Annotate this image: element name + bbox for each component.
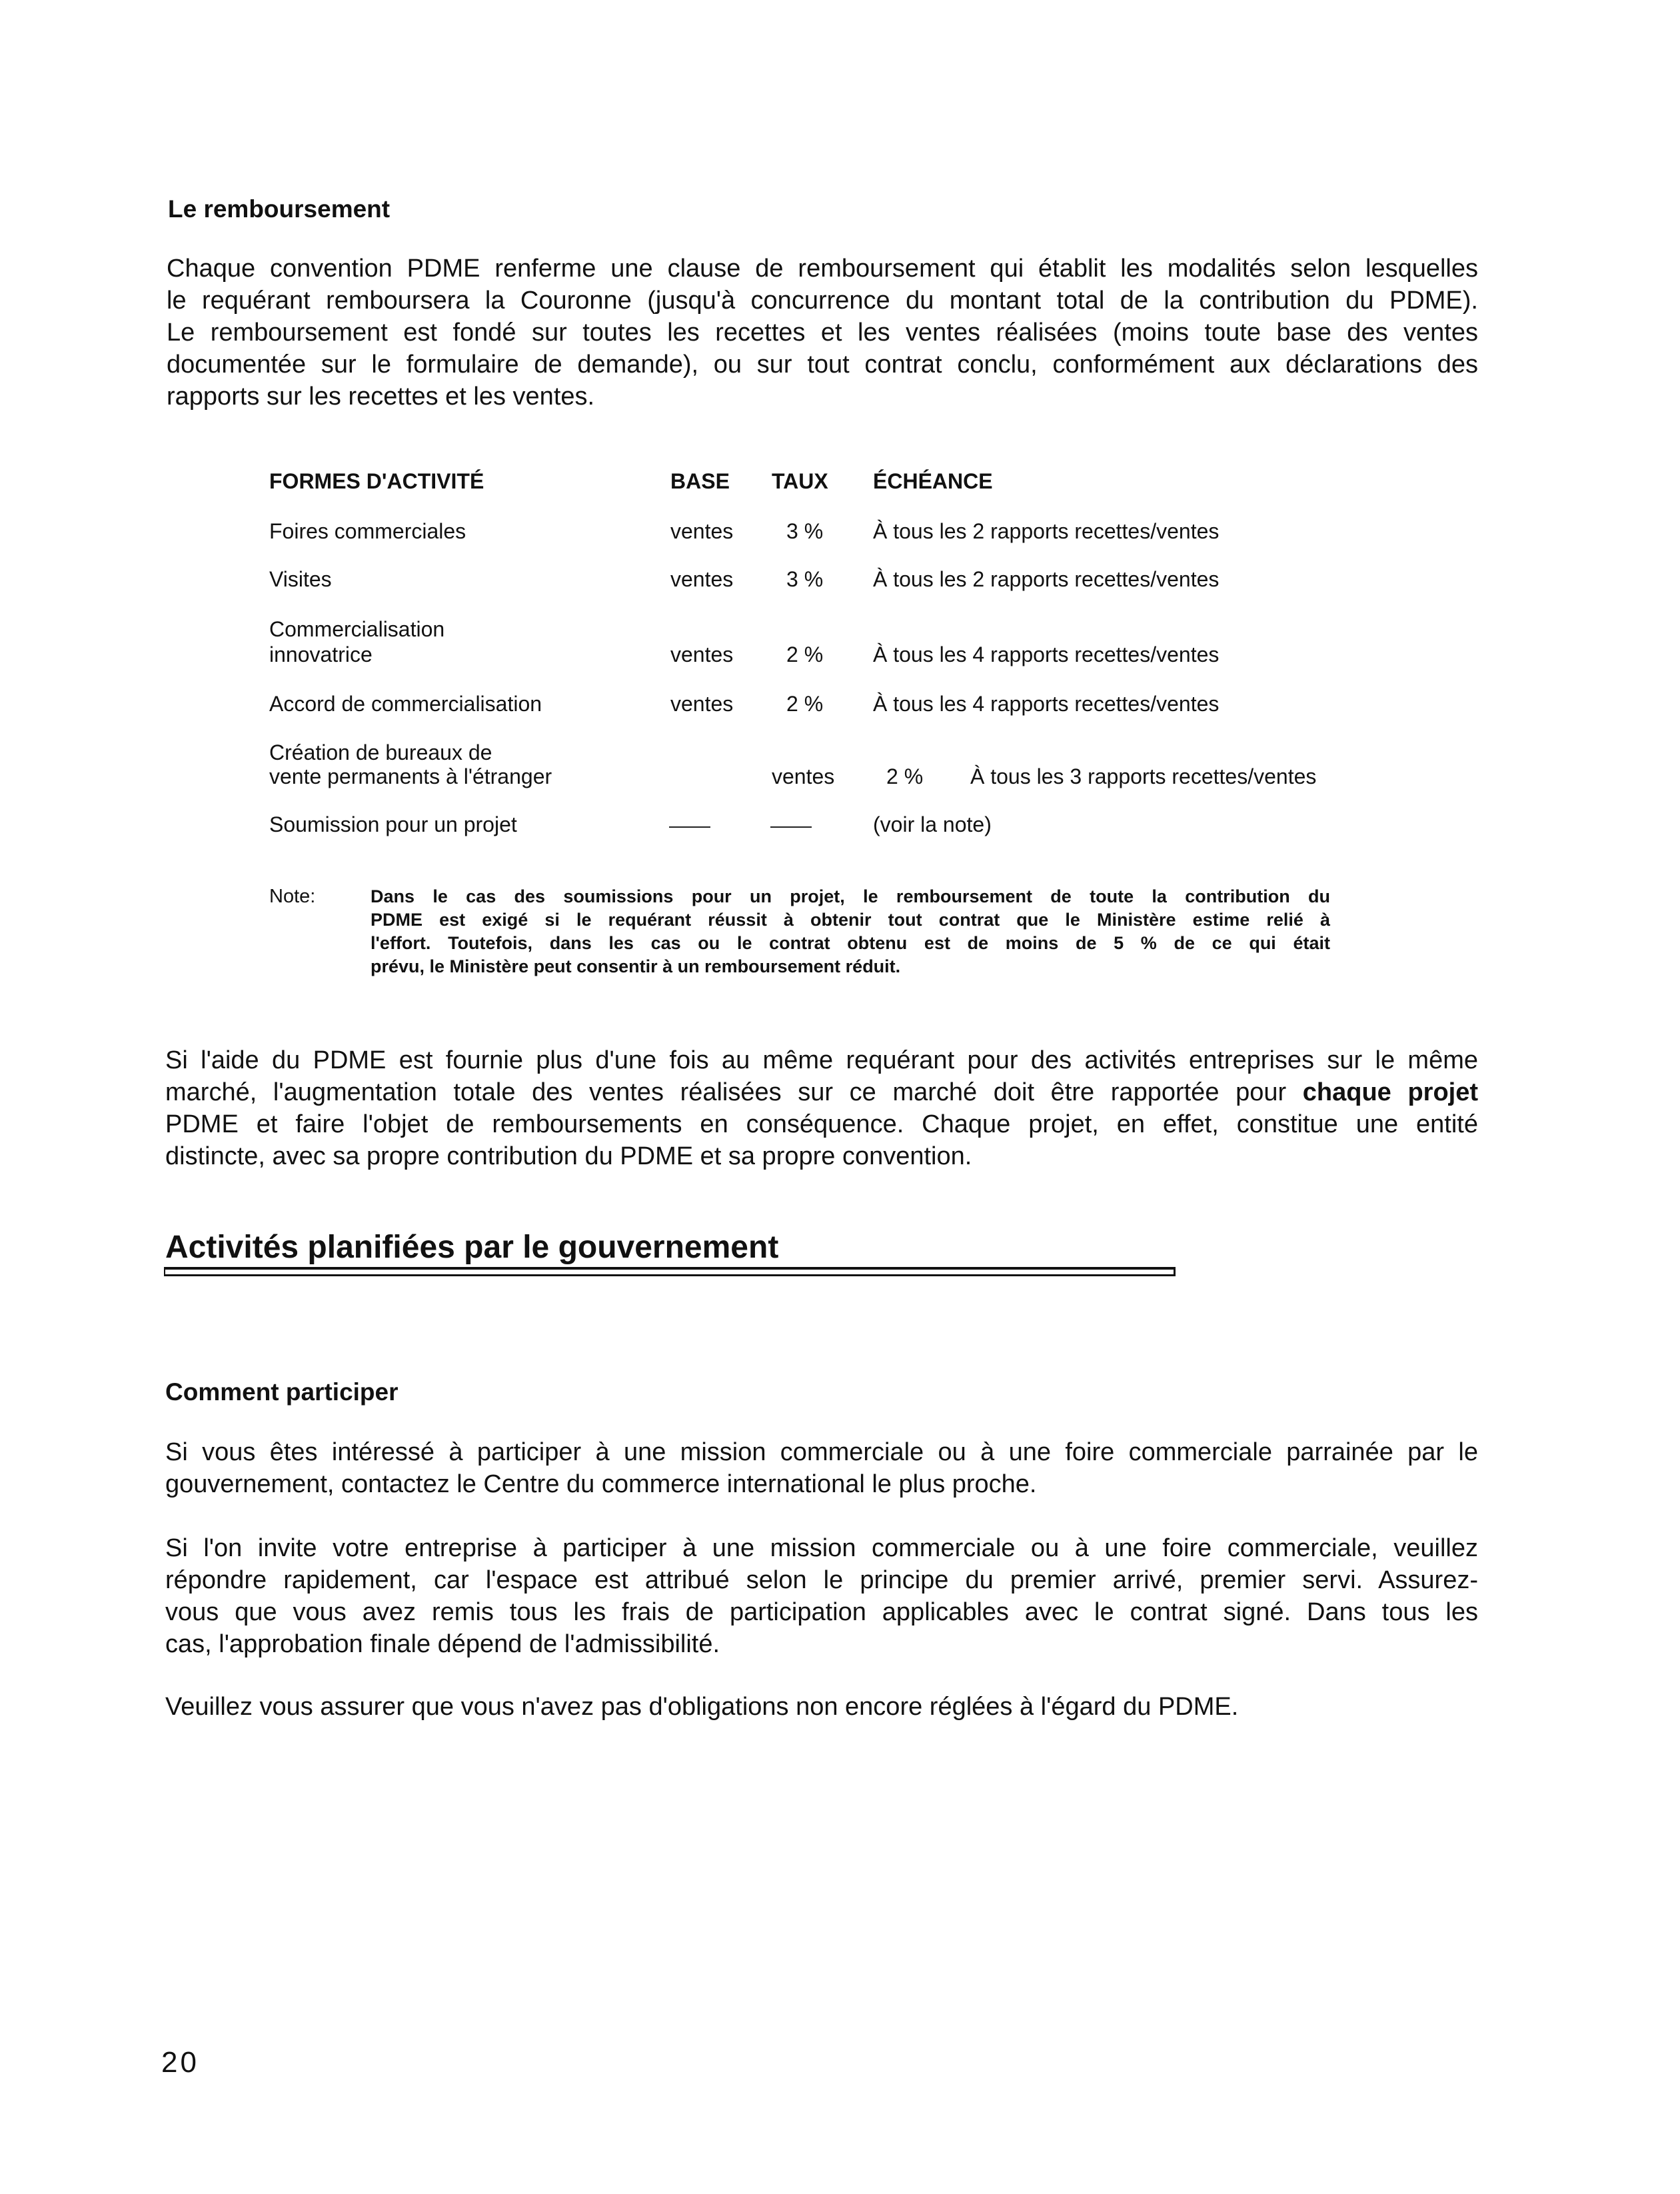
table-cell-base: ventes: [772, 764, 835, 788]
paragraph-line: Si l'on invite votre entreprise à participer à une mission commerciale ou à une foire commerciale, veuillez: [165, 1534, 1478, 1562]
table-header-rate: TAUX: [772, 469, 828, 493]
note-line: Dans le cas des soumissions pour un projet, le remboursement de toute la contribution du: [371, 886, 1330, 906]
table-cell-activity: innovatrice: [269, 642, 373, 666]
paragraph-line: Le remboursement est fondé sur toutes les recettes et les ventes réalisées (moins toute base des ventes: [167, 319, 1478, 347]
table-cell-rate: 3 %: [786, 567, 824, 591]
section-heading-reimbursement: Le remboursement: [168, 195, 391, 223]
table-header-activity: FORMES D'ACTIVITÉ: [269, 469, 484, 493]
section-heading-how-to-participate: Comment participer: [165, 1378, 399, 1406]
paragraph-line: Si l'aide du PDME est fournie plus d'une fois au même requérant pour des activités entreprises sur le même: [165, 1046, 1478, 1074]
participate-paragraph-1: [165, 1436, 1478, 1500]
paragraph-line: répondre rapidement, car l'espace est attribué selon le principe du premier arrivé, premier servi. Assurez-: [165, 1566, 1478, 1594]
table-cell-activity: Soumission pour un projet: [269, 812, 517, 836]
table-cell-activity: Création de bureaux de: [269, 740, 492, 764]
table-cell-rate: 3 %: [786, 519, 824, 543]
note-label: Note:: [269, 886, 316, 907]
table-cell-base: ventes: [670, 642, 734, 666]
bold-phrase: chaque projet: [1302, 1078, 1479, 1106]
multiple-projects-paragraph: [165, 1044, 1478, 1172]
section-title-rule: [164, 1267, 1176, 1276]
table-cell-base: ventes: [670, 519, 734, 543]
section-title-government: Activités planifiées par le gouvernement: [165, 1230, 779, 1265]
table-cell-activity: Foires commerciales: [269, 519, 466, 543]
table-cell-schedule: À tous les 4 rapports recettes/ventes: [873, 692, 1220, 716]
participate-paragraph-3: Veuillez vous assurer que vous n'avez pas d'obligations non encore réglées à l'égard du PDME.: [165, 1693, 1239, 1721]
paragraph-line: documentée sur le formulaire de demande), ou sur tout contrat conclu, conformément aux déclarations des: [167, 351, 1478, 379]
paragraph-line: Si vous êtes intéressé à participer à une mission commerciale ou à une foire commerciale parrainée par le: [165, 1438, 1478, 1466]
paragraph-line: vous que vous avez remis tous les frais de participation applicables avec le contrat signé. Dans tous les: [165, 1598, 1478, 1626]
table-cell-activity: Visites: [269, 567, 332, 591]
table-cell-schedule: À tous les 3 rapports recettes/ventes: [970, 764, 1317, 788]
table-header-schedule: ÉCHÉANCE: [873, 469, 993, 493]
paragraph-line: cas, l'approbation finale dépend de l'admissibilité.: [165, 1630, 720, 1658]
paragraph-line: rapports sur les recettes et les ventes.: [167, 383, 595, 411]
reimbursement-paragraph: [167, 253, 1478, 413]
table-cell-rate: 2 %: [786, 642, 824, 666]
table-cell-schedule: (voir la note): [873, 812, 992, 836]
note-line: prévu, le Ministère peut consentir à un remboursement réduit.: [371, 956, 901, 976]
table-cell-rate: 2 %: [786, 692, 824, 716]
table-cell-base: ventes: [670, 567, 734, 591]
empty-dash: [770, 826, 812, 828]
note-text: [371, 885, 1330, 978]
paragraph-line: gouvernement, contactez le Centre du commerce international le plus proche.: [165, 1470, 1037, 1498]
participate-paragraph-2: [165, 1532, 1478, 1660]
table-cell-activity: Commercialisation: [269, 617, 445, 641]
note-line: l'effort. Toutefois, dans les cas ou le contrat obtenu est de moins de 5 % de ce qui était: [371, 933, 1330, 953]
table-cell-rate: 2 %: [886, 764, 924, 788]
table-cell-activity: Accord de commercialisation: [269, 692, 542, 716]
paragraph-line: distincte, avec sa propre contribution du PDME et sa propre convention.: [165, 1142, 972, 1170]
table-cell-base: ventes: [670, 692, 734, 716]
table-cell-schedule: À tous les 2 rapports recettes/ventes: [873, 567, 1220, 591]
paragraph-line: le requérant remboursera la Couronne (jusqu'à concurrence du montant total de la contribution du PDME).: [167, 287, 1478, 315]
table-header-base: BASE: [670, 469, 730, 493]
table-cell-schedule: À tous les 4 rapports recettes/ventes: [873, 642, 1220, 666]
paragraph-line: marché, l'augmentation totale des ventes réalisées sur ce marché doit être rapportée pour chaque projet: [165, 1078, 1479, 1106]
paragraph-line: Chaque convention PDME renferme une clause de remboursement qui établit les modalités selon lesquelles: [167, 255, 1478, 283]
table-cell-activity: vente permanents à l'étranger: [269, 764, 552, 788]
paragraph-line: PDME et faire l'objet de remboursements en conséquence. Chaque projet, en effet, constitue une entité: [165, 1110, 1478, 1138]
empty-dash: [669, 826, 710, 828]
note-line: PDME est exigé si le requérant réussit à obtenir tout contrat que le Ministère estime relié à: [371, 910, 1330, 930]
table-cell-schedule: À tous les 2 rapports recettes/ventes: [873, 519, 1220, 543]
page-number: 20: [161, 2046, 199, 2079]
